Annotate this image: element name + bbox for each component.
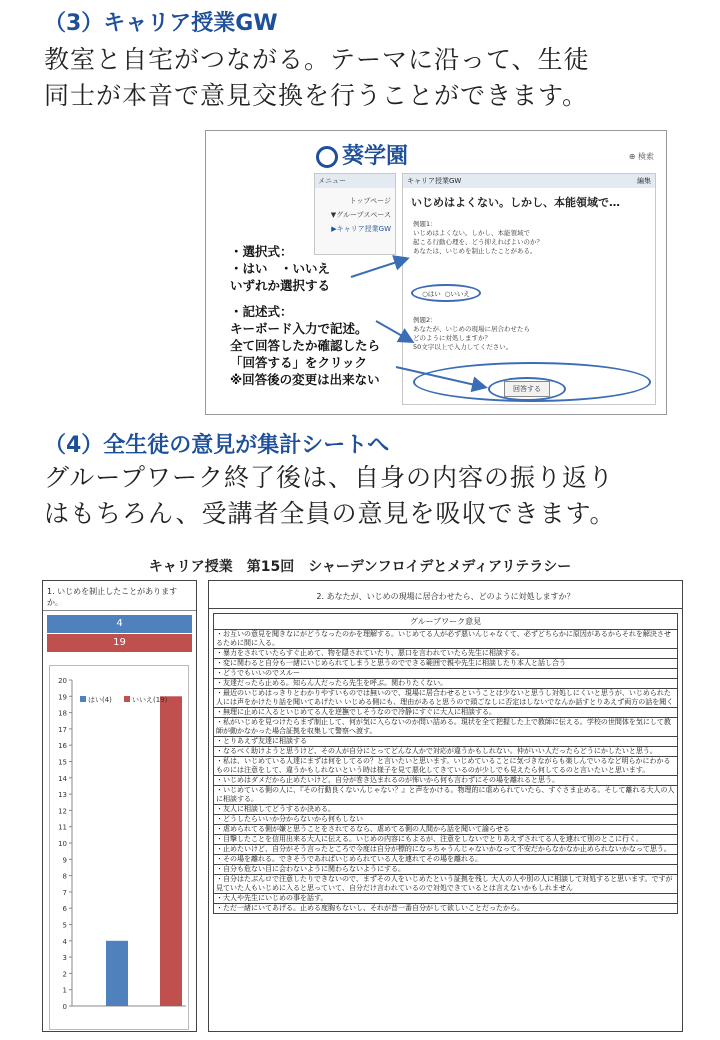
annotation-line: ・はい ・いいえ bbox=[230, 261, 331, 276]
y-tick-label: 2 bbox=[62, 970, 67, 979]
opinion-row: ・その場を離れる。できそうであればいじめられている人を連れてその場を離れる。 bbox=[214, 855, 677, 865]
annotation-line: ・記述式： bbox=[230, 304, 293, 319]
example2-line: あなたが、いじめの現場に居合わせたら bbox=[413, 325, 530, 333]
annotation-line: 「回答する」をクリック bbox=[230, 355, 368, 370]
opinion-row: ・最近のいじめはっきりとわかりやすいものでは無いので、現場に居合わせるということは少ないと思うし対処しにくいと思うが、いじめられた人には声をかけたり話を聞いてあげたい いじめる側にも、理由があると思うので頭ごなしに否定はしないでなんか話すとりあえず両方の話を聞く bbox=[214, 689, 677, 708]
y-tick-label: 5 bbox=[62, 921, 67, 930]
opinion-row: ・止めたいけど、自分がそう言ったところで今度は自分が標的になっちゃうんじゃないかなって不安だからなかなか止められないかなって思う。 bbox=[214, 845, 677, 855]
arrow-to-textarea bbox=[376, 321, 411, 341]
opinion-list bbox=[213, 630, 678, 914]
yes-count: 4 bbox=[47, 615, 192, 633]
section3-body-line2: 同士が本音で意見交換を行うことができます。 bbox=[44, 81, 589, 110]
sheet-title: キャリア授業 第15回 シャーデンフロイデとメディアリテラシー bbox=[148, 559, 572, 575]
y-tick-label: 1 bbox=[62, 986, 67, 995]
y-tick-label: 11 bbox=[58, 823, 67, 832]
y-tick-label: 15 bbox=[58, 758, 67, 767]
q1-chart-box bbox=[42, 580, 197, 1032]
opinion-row: ・私がいじめを見つけたらまず制止して、何が気に入らないのか問い詰める。現状を全て把握した上で教師に伝える。学校の世間体を気にして教師が動かなかった場合証拠を収集して警察へ渡す。 bbox=[214, 718, 677, 737]
opinion-row: ・友人に相談してどうするか決める。 bbox=[214, 805, 677, 815]
opinion-header: グループワーク意見 bbox=[213, 613, 678, 630]
annotation-line: キーボード入力で記述。 bbox=[230, 321, 368, 336]
no-count: 19 bbox=[47, 634, 192, 652]
annotation-line: いずれか選択する bbox=[230, 278, 331, 293]
y-tick-label: 13 bbox=[58, 791, 67, 800]
y-tick-label: 10 bbox=[58, 840, 67, 848]
q1-question: 1. いじめを制止したことがありますか。 bbox=[43, 581, 196, 611]
answer-button[interactable]: 回答する bbox=[504, 381, 550, 397]
section3-body bbox=[44, 42, 590, 114]
panel-title: キャリア授業GW bbox=[407, 177, 462, 185]
legend-swatch bbox=[80, 696, 86, 702]
y-tick-label: 8 bbox=[62, 872, 67, 881]
q2-question: 2. あなたが、いじめの現場に居合わせたら、どのように対処しますか？ bbox=[209, 581, 682, 609]
legend-label: いいえ(19) bbox=[132, 696, 168, 704]
example1-line: あなたは、いじめを制止したことがある。 bbox=[413, 247, 537, 255]
annotation-line: 全て回答したか確認したら bbox=[230, 338, 381, 353]
panel-question: いじめはよくない。しかし、本能領域で… bbox=[411, 196, 620, 209]
menu-title: メニュー bbox=[315, 174, 395, 188]
y-tick-label: 17 bbox=[58, 725, 67, 734]
opinion-row: ・虐められてる側が嫌と思うことをされてるなら、虐めてる側の人間から話を聞いて諭らせる bbox=[214, 825, 677, 835]
section3-heading: （3）キャリア授業GW bbox=[44, 11, 278, 36]
example1-line: 起こる行動心理を、どう抑えればよいのか？ bbox=[413, 238, 543, 246]
radio-no-label: いいえ bbox=[450, 289, 470, 298]
example2-line: どのように対処しますか？ bbox=[413, 334, 491, 342]
search-link[interactable]: ⊕ 検索 bbox=[628, 152, 654, 161]
annotation-line: ・選択式： bbox=[230, 244, 293, 259]
y-tick-label: 9 bbox=[62, 856, 67, 865]
opinion-row: ・なるべく助けようと思うけど、その人が自分にとってどんな人かで対応が違うかもしれない。仲がいい人だったらどうにかしたいと思う。 bbox=[214, 747, 677, 757]
legend-label: はい(4) bbox=[88, 696, 112, 704]
section4-heading: （4）全生徒の意見が集計シートへ bbox=[44, 433, 390, 458]
menu-item-group-space[interactable]: ▼グループスペース bbox=[330, 211, 391, 219]
opinion-row: ・友達だったら止める。知らん人だったら先生を呼ぶ。関わりたくない。 bbox=[214, 679, 677, 689]
section4-body-line2: はもちろん、受講者全員の意見を吸収できます。 bbox=[44, 499, 616, 528]
y-tick-label: 16 bbox=[58, 742, 67, 751]
menu-item-top[interactable]: トップページ bbox=[349, 197, 391, 205]
menu-item-career-gw[interactable]: ▶キャリア授業GW bbox=[331, 225, 391, 233]
y-tick-label: 0 bbox=[62, 1003, 67, 1011]
example1-line: いじめはよくない。しかし、本能領域で bbox=[413, 229, 530, 237]
opinion-row: ・目撃したことを信用出来る大人に伝える。いじめの内容にもよるが、注意をしないでとりあえずされてる人を連れて別のとこに行く。 bbox=[214, 835, 677, 845]
opinion-row: ・いじめはダメだから止めたいけど、自分が巻き込まれるのが怖いから何も言わずにその場を離れると思う。 bbox=[214, 776, 677, 786]
radio-yes-label: はい bbox=[427, 289, 441, 298]
opinion-row: ・ただ一緒にいてあげる。止める度胸もないし、それが昔一番自分がして欲しいことだったから。 bbox=[214, 904, 677, 914]
opinion-row: ・お互いの意見を聞きなにがどうなったのかを理解する。いじめてる人が必ず悪いんじゃなくて、必ずどちらかに原因があるからそれを解決させるために間に入る。 bbox=[214, 630, 677, 649]
opinion-row: ・無理に止めに入るといじめてる人を逆撫でしそうなので冷静にすぐに大人に相談する。 bbox=[214, 708, 677, 718]
legend-swatch bbox=[124, 696, 130, 702]
opinion-row: ・変に関わると自分も一緒にいじめられてしまうと思うのでできる範囲で親や先生に相談したり本人と話し合う bbox=[214, 659, 677, 669]
y-tick-label: 4 bbox=[62, 937, 67, 946]
section4-body-line1: グループワーク終了後は、自身の内容の振り返り bbox=[44, 463, 615, 492]
opinion-row: ・いじめている側の人に、『その行動良くないんじゃない？』と声をかける。物理的に虐められていたら、すぐさま止める。そして離れる大人の人に相談する。 bbox=[214, 786, 677, 805]
y-tick-label: 3 bbox=[62, 954, 67, 963]
example2-title: 例題2： bbox=[413, 316, 437, 324]
arrow-to-button bbox=[396, 367, 484, 387]
section3-body-line1: 教室と自宅がつながる。テーマに沿って、生徒 bbox=[44, 45, 590, 74]
q2-opinion-box bbox=[208, 580, 683, 1032]
y-tick-label: 18 bbox=[58, 709, 67, 718]
annotation-arrows bbox=[206, 131, 667, 415]
y-tick-label: 7 bbox=[62, 888, 67, 897]
radio-yes[interactable]: ○はい bbox=[422, 289, 441, 298]
opinion-row: ・暴力をされていたらすぐ止めて、物を隠されていたり、悪口を言われていたら先生に相談する。 bbox=[214, 649, 677, 659]
logo-text: 葵学園 bbox=[342, 144, 409, 169]
bar-yes bbox=[106, 941, 128, 1006]
section4-body bbox=[44, 460, 616, 532]
annotation-line: ※回答後の変更は出来ない bbox=[230, 372, 380, 387]
example1-title: 例題1： bbox=[413, 220, 437, 228]
bar-no bbox=[160, 696, 182, 1006]
y-tick-label: 12 bbox=[58, 807, 67, 816]
y-tick-label: 20 bbox=[58, 677, 67, 685]
opinion-row: ・どうしたらいいか分からないから何もしない bbox=[214, 815, 677, 825]
arrow-to-radio bbox=[351, 259, 406, 277]
opinion-row: ・自分はたぶんロで注意したりできないので、まずその人をいじめたという証拠を残し 大人の人や別の人に相談して対処すると思います。ですが見ていた人もいじめに入ると思っていて、自分だけ言われているので対処できているとは言えないかもしれません bbox=[214, 875, 677, 894]
edit-link[interactable]: 編集 bbox=[637, 177, 651, 185]
y-tick-label: 6 bbox=[62, 905, 67, 914]
opinion-row: ・自分も危ない目に会わないように関わらないようにする。 bbox=[214, 865, 677, 875]
opinion-row: ・どうでもいいのでスルー bbox=[214, 669, 677, 679]
opinion-row: ・とりあえず友達に相談する bbox=[214, 737, 677, 747]
y-tick-label: 14 bbox=[58, 774, 67, 783]
example2-line: 50文字以上で入力してください。 bbox=[413, 343, 513, 351]
opinion-row: ・大人や先生にいじめの事を話す。 bbox=[214, 894, 677, 904]
search-label: 検索 bbox=[638, 152, 654, 161]
opinion-row: ・私は、いじめている人達にまずは何をしてるの？と言いたいと思います。いじめていることに気づきながらも楽しんでいるなど明らかにわかるものには注意をして、違うかもしれないという時は様子を見て悪化してきているのが少しでも見えたら何してるのと言いたいと思います。 bbox=[214, 757, 677, 776]
lms-screenshot bbox=[205, 130, 667, 415]
radio-no[interactable]: ○いいえ bbox=[444, 289, 470, 298]
y-tick-label: 19 bbox=[58, 693, 67, 702]
q1-bar-chart bbox=[49, 665, 189, 1030]
